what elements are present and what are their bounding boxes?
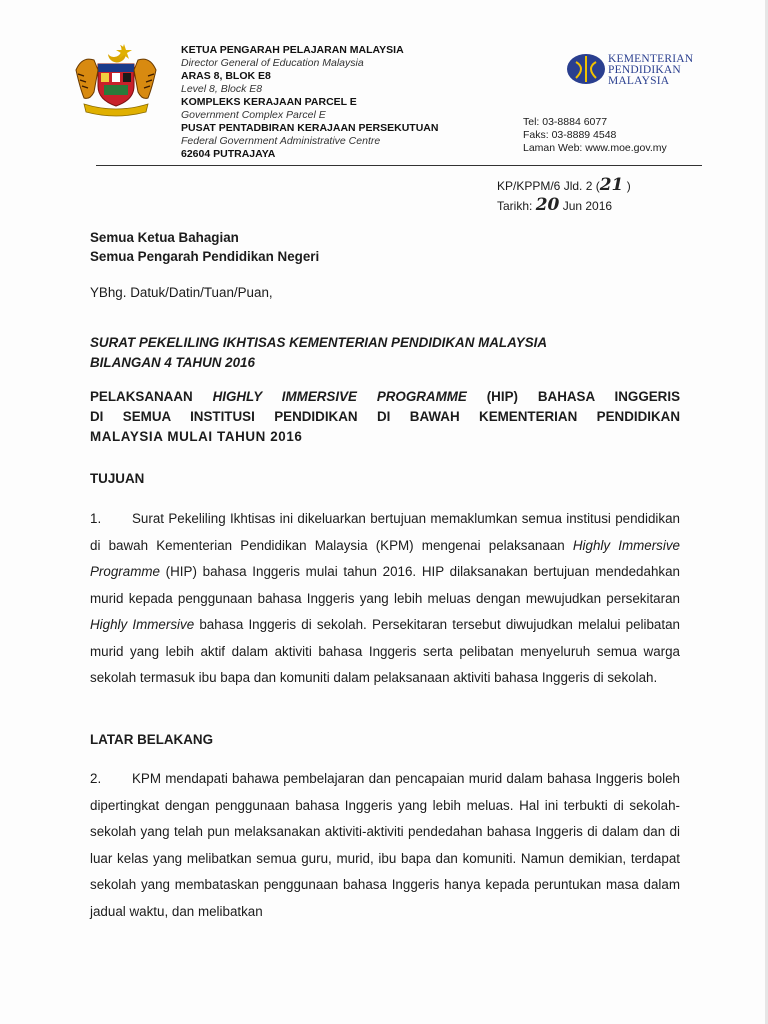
paragraph-2 (90, 766, 680, 925)
ministry-logo-line: KEMENTERIAN (608, 53, 694, 65)
paragraph-text: (HIP) bahasa Inggeris mulai tahun 2016. HIP dilaksanakan bertujuan mendedahkan murid kepada penggunaan bahasa Inggeris yang lebih meluas dengan mewujudkan persekitaran (90, 564, 680, 606)
subject-part: PELAKSANAAN (90, 389, 213, 404)
subject-line: DI SEMUA INSTITUSI PENDIDIKAN DI BAWAH KEMENTERIAN PENDIDIKAN (90, 409, 680, 424)
sender-address (181, 44, 438, 161)
reference-block (497, 176, 631, 216)
paragraph-text: Surat Pekeliling Ikhtisas ini dikeluarkan bertujuan memaklumkan semua institusi pendidikan di bawah Kementerian Pendidikan Malaysia (KPM) mengenai pelaksanaan (90, 511, 680, 553)
ministry-logo-line: MALAYSIA (608, 75, 670, 87)
paragraph-1 (90, 506, 680, 692)
circular-line: SURAT PEKELILING IKHTISAS KEMENTERIAN PENDIDIKAN MALAYSIA (90, 335, 548, 350)
subject-title (90, 387, 680, 447)
handwritten-reference: 21 (599, 175, 624, 195)
section-heading: TUJUAN (90, 471, 145, 486)
paragraph-text: Highly Immersive Programme (90, 537, 680, 579)
subject-part: (HIP) BAHASA INGGERIS (466, 389, 680, 404)
letter-date (497, 196, 631, 216)
date-label: Tarikh: (497, 199, 533, 213)
header-line: KOMPLEKS KERAJAAN PARCEL E (181, 96, 357, 108)
reference-number (497, 176, 631, 196)
header-line: 62604 PUTRAJAYA (181, 148, 276, 160)
ministry-logo-text (608, 54, 693, 87)
circular-title (90, 333, 680, 373)
header-line: Government Complex Parcel E (181, 109, 326, 121)
ministry-logo-icon (566, 52, 606, 86)
recipient-line: Semua Pengarah Pendidikan Negeri (90, 249, 320, 264)
header-divider (96, 165, 702, 166)
recipient-line: Semua Ketua Bahagian (90, 230, 239, 245)
ministry-logo-line: PENDIDIKAN (608, 64, 681, 76)
header-line: KETUA PENGARAH PELAJARAN MALAYSIA (181, 44, 404, 56)
coat-of-arms-icon (68, 40, 164, 118)
contact-tel: Tel: 03-8884 6077 (523, 116, 608, 128)
subject-line (90, 387, 680, 407)
date-rest: Jun 2016 (562, 199, 613, 213)
reference-suffix: ) (623, 179, 631, 193)
header-line: Director General of Education Malaysia (181, 57, 364, 69)
paragraph-number: 1. (90, 511, 102, 526)
circular-line: BILANGAN 4 TAHUN 2016 (90, 355, 255, 370)
reference-prefix: KP/KPPM/6 Jld. 2 ( (497, 179, 600, 193)
paragraph-text: KPM mendapati bahawa pembelajaran dan pencapaian murid dalam bahasa Inggeris boleh dipertingkat dengan penggunaan bahasa Inggeris yang lebih meluas. Hal ini terbukti di sekolah-sekolah yang telah pun melaksanakan aktiviti-aktiviti pendedahan bahasa Inggeris di dalam dan di luar kelas yang melibatkan semua guru, murid, ibu bapa dan komuniti. Namun demikian, terdapat sekolah yang membataskan penggunaan bahasa Inggeris hanya kepada peruntukan masa dalam jadual waktu, dan melibatkan (90, 771, 680, 919)
contact-web: Laman Web: www.moe.gov.my (523, 142, 667, 154)
paragraph-text: Highly Immersive (90, 617, 195, 632)
header-line: ARAS 8, BLOK E8 (181, 70, 271, 82)
subject-line: MALAYSIA MULAI TAHUN 2016 (90, 429, 303, 444)
salutation: YBhg. Datuk/Datin/Tuan/Puan, (90, 285, 273, 300)
paragraph-number: 2. (90, 771, 102, 786)
contact-fax: Faks: 03-8889 4548 (523, 129, 617, 141)
header-line: Level 8, Block E8 (181, 83, 263, 95)
contact-info (523, 116, 667, 155)
recipients (90, 228, 680, 266)
subject-part: HIGHLY IMMERSIVE PROGRAMME (212, 389, 467, 404)
handwritten-date: 20 (535, 195, 560, 215)
paragraph-text: bahasa Inggeris di sekolah. Persekitaran tersebut diwujudkan melalui pelibatan murid yang lebih aktif dalam aktiviti bahasa Inggeris serta pelibatan menyeluruh semua warga sekolah termasuk ibu bapa dan komuniti dalam pelaksanaan aktiviti bahasa Inggeris di sekolah. (90, 617, 680, 685)
header-line: Federal Government Administrative Centre (181, 135, 381, 147)
header-line: PUSAT PENTADBIRAN KERAJAAN PERSEKUTUAN (181, 122, 439, 134)
section-heading: LATAR BELAKANG (90, 732, 213, 747)
